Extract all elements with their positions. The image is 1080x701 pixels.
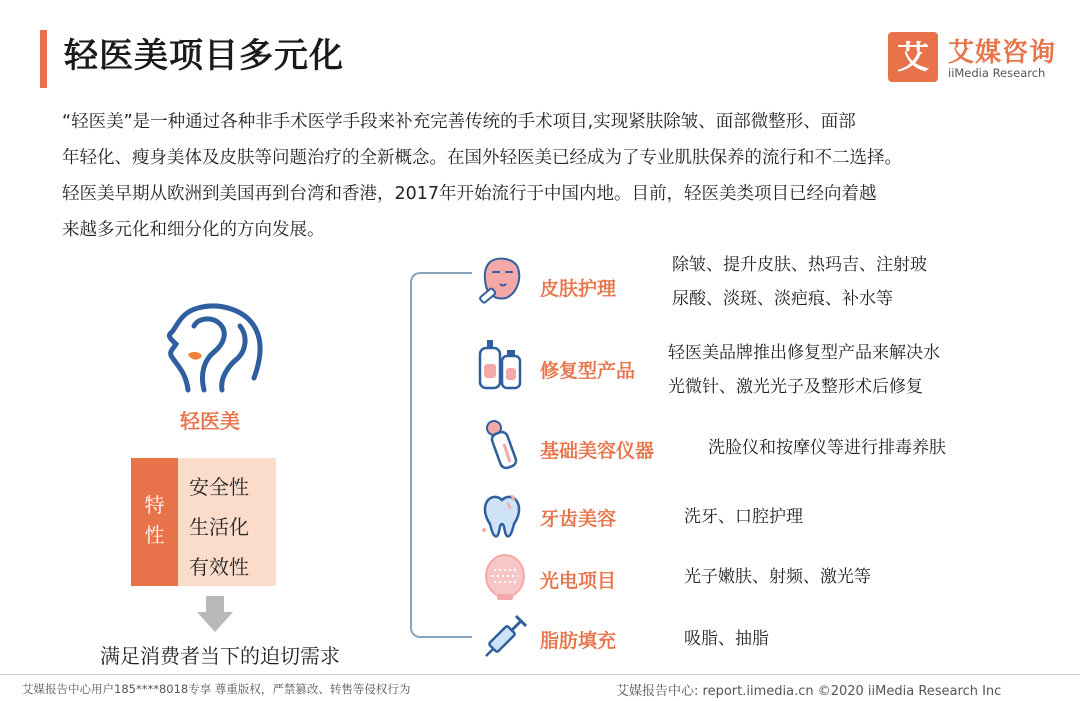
feature-item-daily: 生活化 bbox=[189, 515, 249, 539]
desc-line: 光子嫩肤、射频、激光等 bbox=[684, 567, 871, 587]
intro-line: 轻医美早期从欧洲到美国再到台湾和香港，2017年开始流行于中国内地。目前，轻医美类项目已经向着越 bbox=[62, 184, 877, 204]
logo-cn-text: 艾媒咨询 bbox=[948, 38, 1057, 68]
features-title-block bbox=[131, 458, 178, 586]
features-title-char: 特 bbox=[144, 493, 165, 517]
category-repair-products: 修复型产品 bbox=[540, 360, 636, 382]
category-photoelectric: 光电项目 bbox=[540, 570, 617, 592]
desc-line: 光微针、激光光子及整形术后修复 bbox=[668, 377, 923, 397]
feature-item-effective: 有效性 bbox=[189, 555, 249, 579]
page-title: 轻医美项目多元化 bbox=[64, 36, 344, 76]
footer-divider bbox=[0, 674, 1080, 675]
category-skin-care-desc bbox=[672, 248, 927, 316]
category-fat-filling: 脂肪填充 bbox=[540, 630, 617, 652]
intro-line: “轻医美”是一种通过各种非手术医学手段来补充完善传统的手术项目,实现紧肤除皱、面部微整形、面部 bbox=[62, 112, 856, 132]
category-basic-beauty-devices: 基础美容仪器 bbox=[540, 440, 655, 462]
desc-line: 除皱、提升皮肤、热玛吉、注射玻 bbox=[672, 255, 927, 275]
category-skin-care: 皮肤护理 bbox=[540, 278, 617, 300]
intro-paragraph bbox=[62, 104, 1032, 248]
face-mask-icon bbox=[476, 256, 526, 308]
consumer-need-text: 满足消费者当下的迫切需求 bbox=[100, 644, 340, 668]
category-fat-filling-desc bbox=[684, 622, 769, 656]
logo-en-text: iiMedia Research bbox=[948, 66, 1046, 80]
tooth-icon bbox=[478, 490, 526, 540]
logo-mark: 艾 bbox=[888, 32, 938, 82]
category-repair-products-desc bbox=[668, 336, 940, 404]
intro-line: 来越多元化和细分化的方向发展。 bbox=[62, 220, 325, 240]
syringe-icon bbox=[482, 614, 528, 660]
desc-line: 洗脸仪和按摩仪等进行排毒养肤 bbox=[708, 438, 946, 458]
footer-copyright: 艾媒报告中心用户185****8018专享 尊重版权，严禁篡改、转售等侵权行为 bbox=[22, 682, 411, 696]
desc-line: 轻医美品牌推出修复型产品来解决水 bbox=[668, 343, 940, 363]
beauty-device-icon bbox=[480, 418, 526, 472]
down-arrow-icon bbox=[195, 596, 235, 634]
footer-source: 艾媒报告中心: report.iimedia.cn ©2020 iiMedia Research Inc bbox=[616, 684, 1002, 699]
features-box bbox=[131, 458, 276, 586]
desc-line: 尿酸、淡斑、淡疤痕、补水等 bbox=[672, 289, 893, 309]
feature-item-safety: 安全性 bbox=[189, 475, 249, 499]
cleansing-device-icon bbox=[482, 552, 528, 602]
desc-line: 吸脂、抽脂 bbox=[684, 629, 769, 649]
light-medical-beauty-label: 轻医美 bbox=[180, 409, 240, 433]
title-accent-bar bbox=[40, 30, 47, 88]
category-dental-beauty-desc bbox=[684, 500, 803, 534]
intro-line: 年轻化、瘦身美体及皮肤等问题治疗的全新概念。在国外轻医美已经成为了专业肌肤保养的流行和不二选择。 bbox=[62, 148, 902, 168]
category-basic-beauty-devices-desc bbox=[708, 431, 946, 465]
bottles-icon bbox=[474, 338, 528, 392]
category-bracket bbox=[410, 272, 472, 638]
desc-line: 洗牙、口腔护理 bbox=[684, 507, 803, 527]
iimedia-logo bbox=[888, 32, 1068, 82]
features-title bbox=[131, 490, 178, 550]
category-dental-beauty: 牙齿美容 bbox=[540, 508, 617, 530]
features-title-char: 性 bbox=[144, 523, 165, 547]
category-photoelectric-desc bbox=[684, 560, 871, 594]
face-profile-icon bbox=[158, 302, 268, 394]
